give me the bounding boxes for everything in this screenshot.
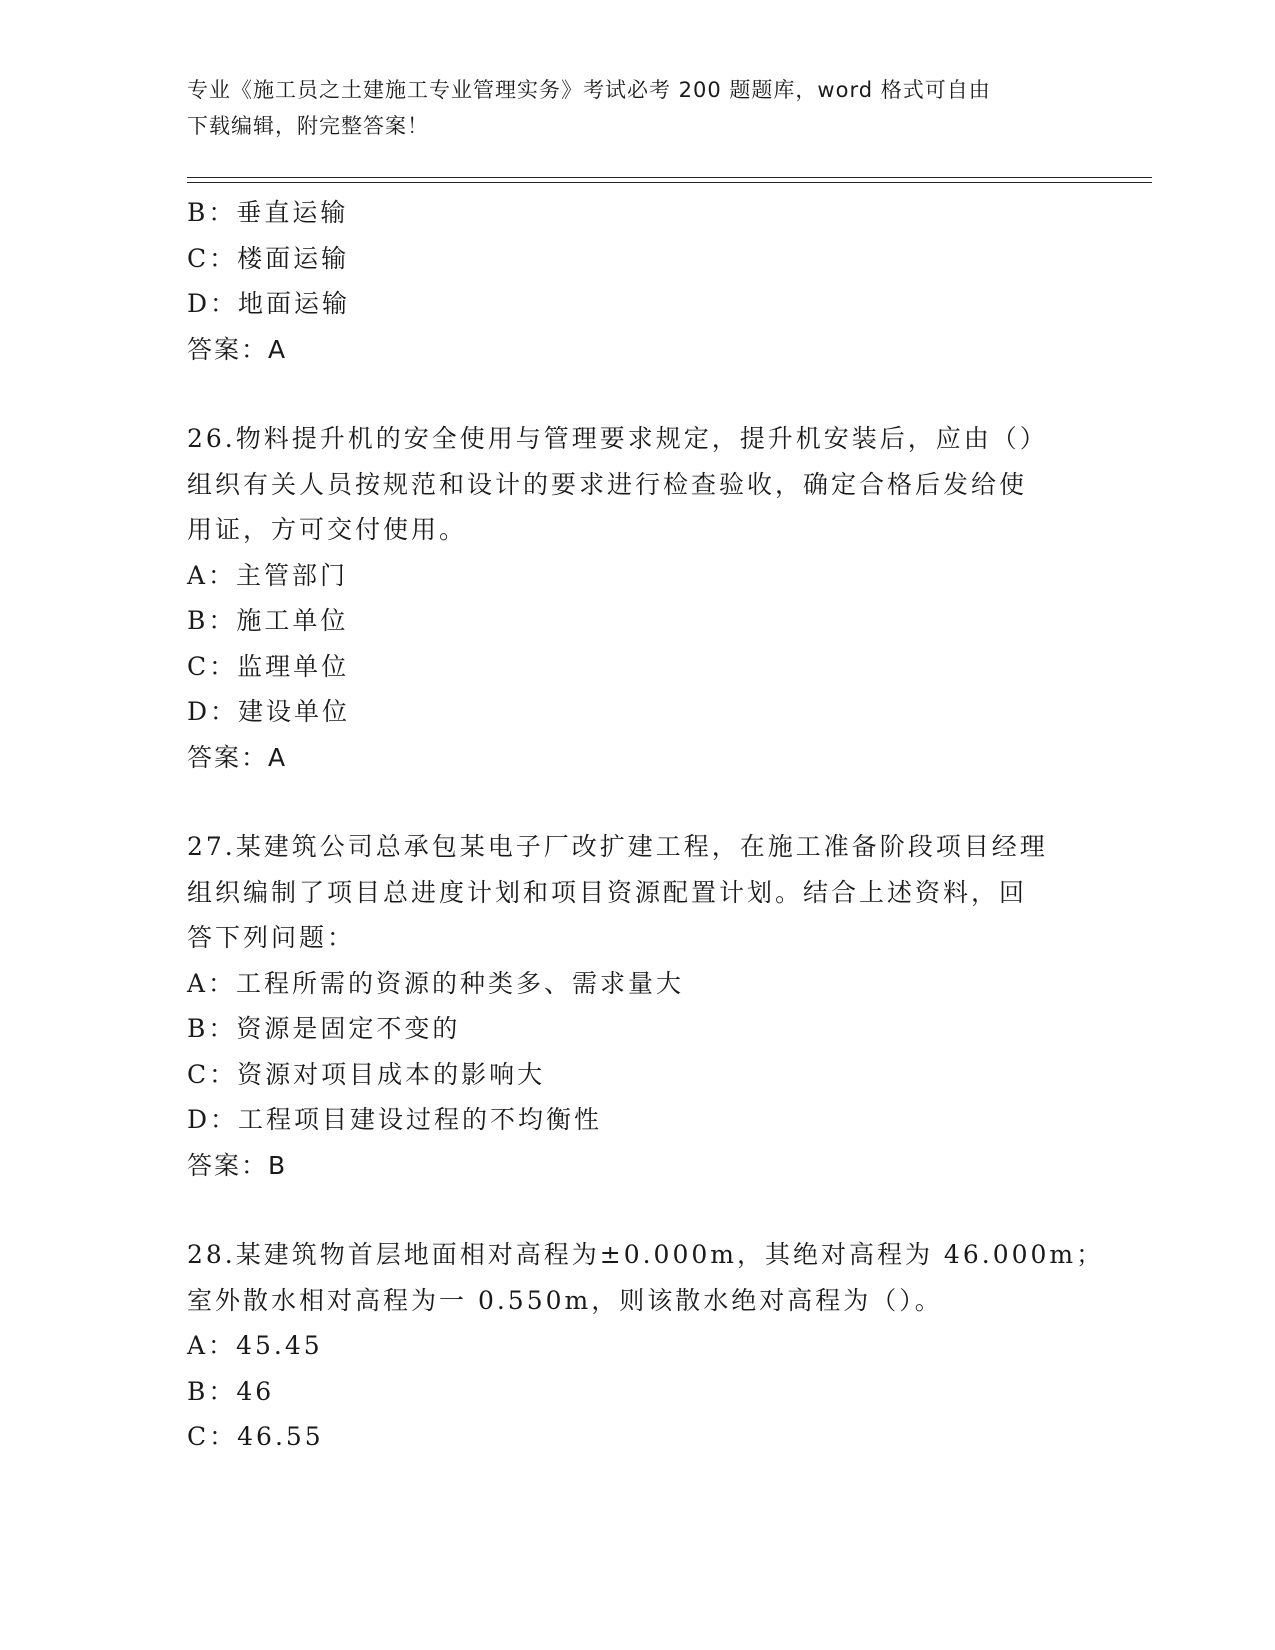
option-a: A：主管部门 [187,560,349,590]
question-stem-line: 用证，方可交付使用。 [187,515,468,544]
answer: 答案：B [187,1150,288,1180]
question-stem-line: 28.某建筑物首层地面相对高程为±0.000m，其绝对高程为 46.000m； [187,1240,1105,1269]
option-d: D：工程项目建设过程的不均衡性 [187,1105,603,1134]
header-divider-bottom [187,182,1152,183]
question-stem-line: 27.某建筑公司总承包某电子厂改扩建工程，在施工准备阶段项目经理 [187,832,1048,861]
document-header [187,72,1087,144]
option-b: B：垂直运输 [187,198,349,227]
question-stem-line: 室外散水相对高程为一 0.550m，则该散水绝对高程为（）。 [187,1285,943,1315]
option-c: C：资源对项目成本的影响大 [187,1059,546,1089]
option-d: D：地面运输 [187,289,351,318]
option-b: B：46 [187,1376,275,1406]
question-25 [187,190,1087,372]
question-stem-line: 答下列问题： [187,923,356,952]
option-b: B：施工单位 [187,606,349,635]
option-c: C：监理单位 [187,651,350,681]
answer: 答案：A [187,334,288,364]
option-d: D：建设单位 [187,697,351,726]
header-divider-top [187,177,1152,178]
question-stem-line: 组织有关人员按规范和设计的要求进行检查验收，确定合格后发给使 [187,469,1028,499]
question-28 [187,1232,1105,1460]
question-stem-line: 组织编制了项目总进度计划和项目资源配置计划。结合上述资料，回 [187,877,1028,907]
option-a: A：工程所需的资源的种类多、需求量大 [187,968,685,998]
header-line-1: 专业《施工员之土建施工专业管理实务》考试必考 200 题题库，word 格式可自由 [187,78,991,102]
answer: 答案：A [187,742,288,772]
option-a: A：45.45 [187,1331,323,1360]
question-26 [187,416,1087,780]
question-stem-line: 26.物料提升机的安全使用与管理要求规定，提升机安装后，应由（） [187,424,1048,453]
option-b: B：资源是固定不变的 [187,1014,461,1043]
option-c: C：46.55 [187,1422,324,1451]
option-c: C：楼面运输 [187,243,350,273]
header-line-2: 下载编辑，附完整答案！ [187,114,429,138]
question-27 [187,824,1087,1188]
question-content [187,190,1105,1460]
